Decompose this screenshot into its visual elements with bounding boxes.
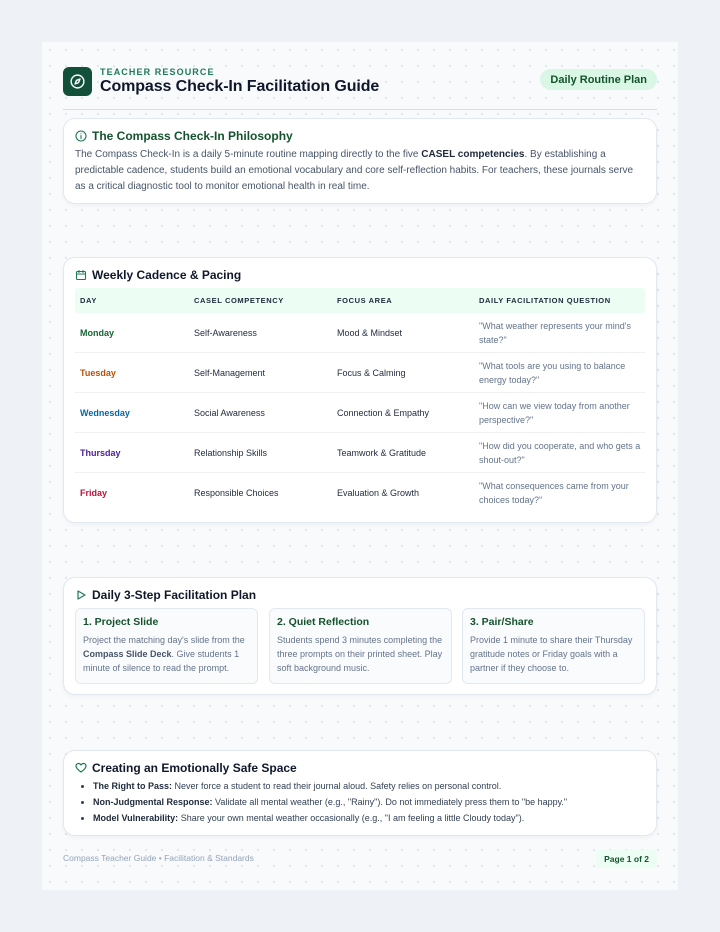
document-page (42, 42, 678, 890)
step-card (462, 608, 645, 684)
step-text: Students spend 3 minutes completing the three prompts on their printed sheet. Play soft background music. (277, 635, 443, 673)
philosophy-text (75, 147, 643, 195)
competency-cell: Relationship Skills (194, 448, 268, 458)
step-text: Provide 1 minute to share their Thursday gratitude notes or Friday goals with a partner if they choose to. (470, 635, 633, 673)
list-item (93, 810, 643, 826)
footer-text: Compass Teacher Guide • Facilitation & Standards (63, 853, 254, 863)
bullet-label: Model Vulnerability: (93, 813, 179, 823)
table-row (75, 473, 645, 513)
philosophy-title: The Compass Check-In Philosophy (92, 129, 293, 143)
day-cell: Thursday (80, 448, 121, 458)
facilitation-plan-card (63, 577, 657, 695)
step-card (75, 608, 258, 684)
safe-space-card (63, 750, 657, 836)
weekly-heading (75, 268, 241, 282)
bullet-text: Never force a student to read their journal aloud. Safety relies on personal control. (172, 781, 502, 791)
bullet-text: Validate all mental weather (e.g., "Rainy"). Do not immediately press them to "be happy." (212, 797, 568, 807)
plan-heading (75, 588, 256, 602)
philosophy-text-bold: CASEL competencies (421, 149, 525, 160)
focus-cell: Teamwork & Gratitude (337, 448, 427, 458)
bullet-label: Non-Judgmental Response: (93, 797, 213, 807)
step-title: 2. Quiet Reflection (277, 616, 370, 628)
step-text-part: . Give students 1 minute of silence to read the prompt. (83, 649, 240, 673)
focus-cell: Mood & Mindset (337, 328, 403, 338)
question-cell: "What weather represents your mind's state?" (479, 321, 631, 345)
competency-cell: Social Awareness (194, 408, 265, 418)
weekly-title: Weekly Cadence & Pacing (92, 268, 242, 282)
routine-badge: Daily Routine Plan (540, 69, 657, 90)
column-header-day: DAY (80, 296, 97, 305)
step-title: 1. Project Slide (83, 616, 159, 628)
focus-cell: Focus & Calming (337, 368, 406, 378)
heart-icon (75, 762, 87, 774)
bullet-text: Share your own mental weather occasionally (e.g., "I am feeling a little Cloudy today"). (178, 813, 525, 823)
table-row (75, 313, 645, 353)
philosophy-text-part: . By establishing a predictable cadence, students build an emotional vocabulary and core self-reflection habits. For teachers, these journals serve as a critical diagnostic tool to monitor emotional health in real time. (75, 149, 634, 192)
question-cell: "What tools are you using to balance energy today?" (479, 361, 626, 385)
calendar-icon (75, 269, 87, 281)
column-header-focus: FOCUS AREA (337, 296, 393, 305)
step-text (83, 633, 251, 675)
list-item (93, 778, 643, 794)
philosophy-text-part: The Compass Check-In is a daily 5-minute routine mapping directly to the five (75, 149, 422, 160)
table-row (75, 433, 645, 473)
bullet-label: The Right to Pass: (93, 781, 173, 791)
step-title: 3. Pair/Share (470, 616, 534, 628)
compass-icon (63, 67, 92, 96)
philosophy-heading (75, 129, 293, 143)
day-cell: Tuesday (80, 368, 116, 378)
header (63, 67, 657, 110)
page-title: Compass Check-In Facilitation Guide (100, 78, 380, 95)
column-header-question: DAILY FACILITATION QUESTION (479, 296, 611, 305)
question-cell: "How can we view today from another perspective?" (479, 401, 630, 425)
competency-cell: Self-Awareness (194, 328, 257, 338)
weekly-cadence-card (63, 257, 657, 523)
question-cell: "How did you cooperate, and who gets a shout-out?" (479, 441, 641, 465)
step-text-part: Project the matching day's slide from the (83, 635, 245, 645)
table-row (75, 353, 645, 393)
info-icon (75, 130, 87, 142)
header-eyebrow: TEACHER RESOURCE (100, 67, 215, 77)
competency-cell: Self-Management (194, 368, 266, 378)
table-header (75, 288, 645, 313)
plan-title: Daily 3-Step Facilitation Plan (92, 588, 257, 602)
list-item (93, 794, 643, 810)
competency-cell: Responsible Choices (194, 488, 279, 498)
step-text-bold: Compass Slide Deck (83, 649, 172, 659)
focus-cell: Connection & Empathy (337, 408, 430, 418)
safe-bullet-list (93, 778, 643, 826)
safe-title: Creating an Emotionally Safe Space (92, 761, 297, 775)
focus-cell: Evaluation & Growth (337, 488, 420, 498)
day-cell: Monday (80, 328, 115, 338)
philosophy-card (63, 118, 657, 204)
day-cell: Wednesday (80, 408, 130, 418)
safe-heading (75, 761, 297, 775)
question-cell: "What consequences came from your choices today?" (479, 481, 629, 505)
step-card (269, 608, 452, 684)
page-number-badge: Page 1 of 2 (596, 850, 657, 868)
column-header-competency: CASEL COMPETENCY (194, 296, 284, 305)
play-icon (75, 589, 87, 601)
table-row (75, 393, 645, 433)
day-cell: Friday (80, 488, 108, 498)
